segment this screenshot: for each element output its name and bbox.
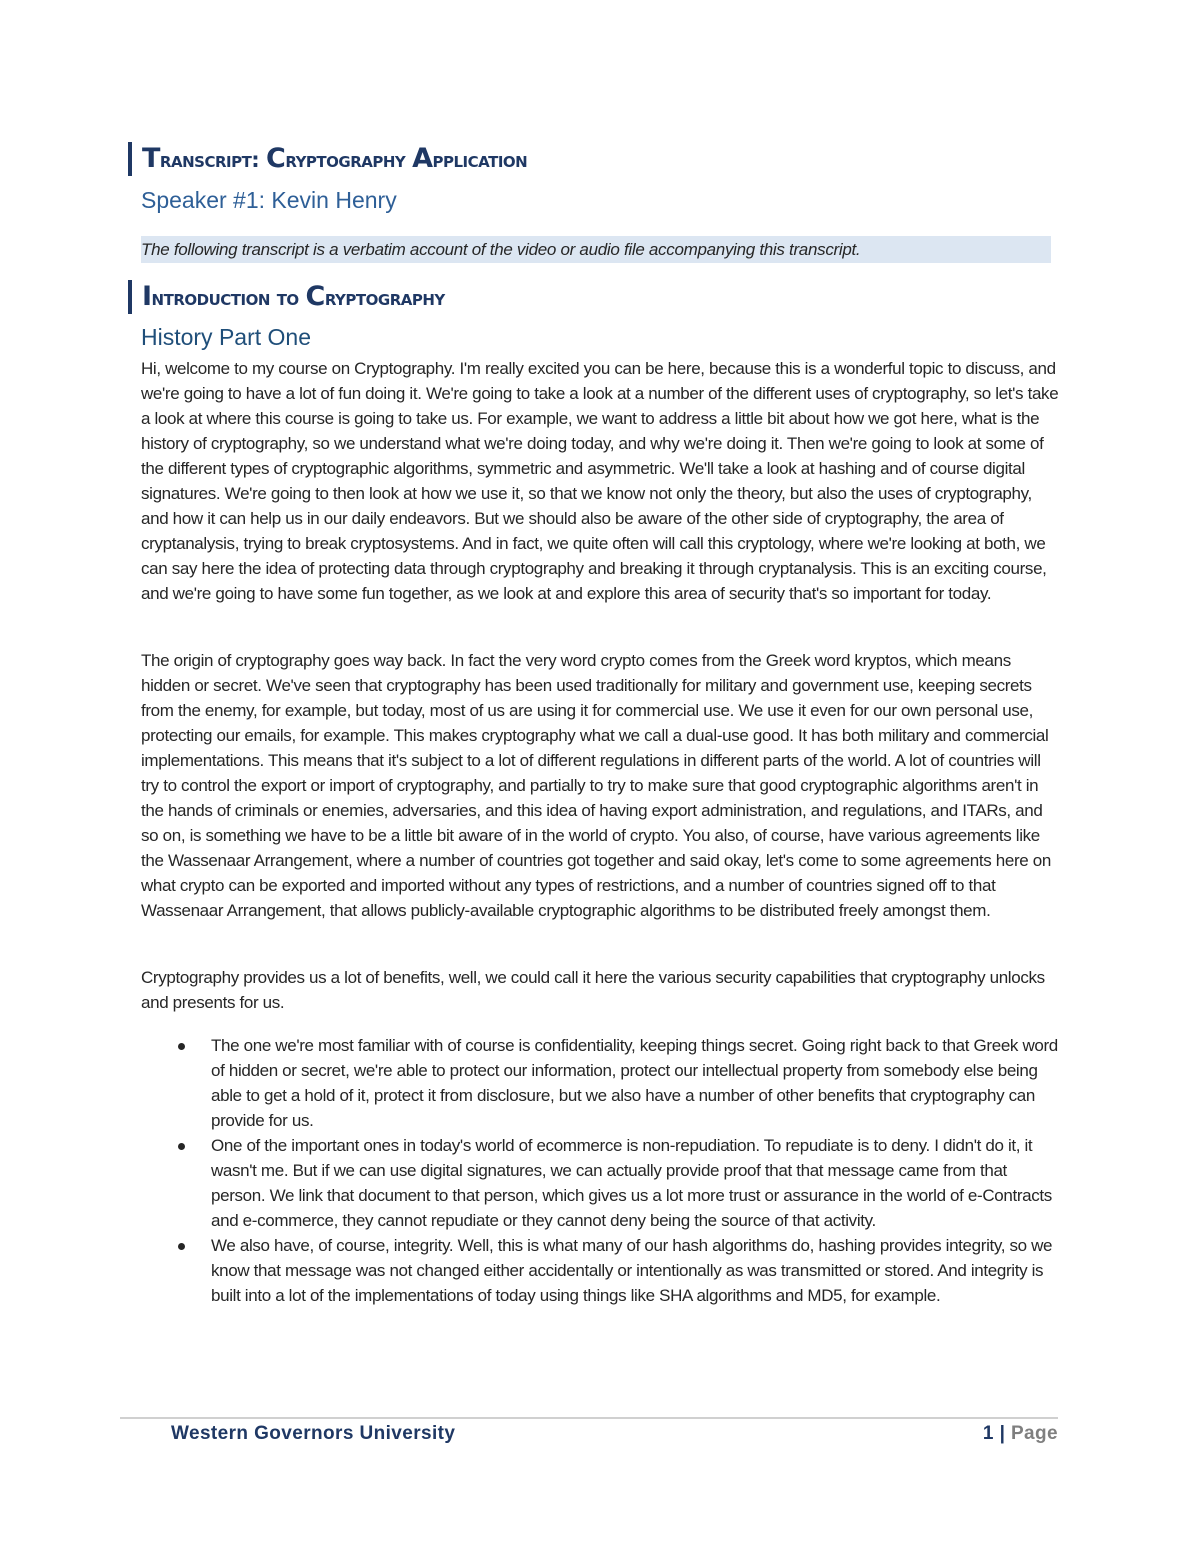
speaker-line: Speaker #1: Kevin Henry bbox=[141, 187, 397, 213]
section-initial-1: I bbox=[142, 281, 152, 312]
paragraph: Cryptography provides us a lot of benefits, well, we could call it here the various security capabilities that cryptography unlocks and presents for us. bbox=[141, 968, 1045, 1012]
title-rest-3: pplication bbox=[432, 148, 528, 172]
list-item-text: We also have, of course, integrity. Well, this is what many of our hash algorithms do, hashing provides integrity, so we know that message was not changed either accidentally or intentionally as was transmitted or stored. And integrity is built into a lot of the implementations of today using things like SHA algorithms and MD5, for example. bbox=[211, 1236, 1053, 1305]
subsection-heading: History Part One bbox=[141, 324, 311, 350]
transcript-disclaimer: The following transcript is a verbatim account of the video or audio file accompanying this transcript. bbox=[141, 236, 1051, 263]
benefits-list bbox=[141, 1033, 1061, 1308]
document-title bbox=[128, 142, 1072, 176]
title-initial-2: C bbox=[266, 143, 286, 174]
list-item bbox=[141, 1133, 1061, 1233]
page-number: 1 bbox=[982, 1423, 994, 1444]
title-initial-3: A bbox=[412, 143, 433, 174]
footer-page-indicator bbox=[983, 1421, 1058, 1447]
bullet-icon bbox=[178, 1043, 185, 1050]
footer-organization: Western Governors University bbox=[171, 1423, 456, 1444]
bullet-icon bbox=[178, 1243, 185, 1250]
section-initial-2: C bbox=[305, 281, 325, 312]
list-item-text: The one we're most familiar with of course is confidentiality, keeping things secret. Going right back to that Greek word of hidden or secret, we're able to protect our information, protect our intellectual property from somebody else being able to get a hold of it, protect it from disclosure, but we also have a number of other benefits that cryptography can provide for us. bbox=[211, 1036, 1058, 1130]
title-rest-1: ranscript: bbox=[159, 148, 267, 172]
title-rest-2: ryptography bbox=[285, 148, 413, 172]
page-label: Page bbox=[1010, 1423, 1058, 1444]
title-initial-1: T bbox=[142, 143, 160, 174]
paragraph: Hi, welcome to my course on Cryptography. I'm really excited you can be here, because this is a wonderful topic to discuss, and we're going to have a lot of fun doing it. We're going to take a look at a number of the different uses of cryptography, so let's take a look at where this course is going to take us. For example, we want to address a little bit about how we got here, what is the history of cryptography, so we understand what we're doing today, and why we're doing it. Then we're going to look at some of the different types of cryptographic algorithms, symmetric and asymmetric. We'll take a look at hashing and of course digital signatures. We're going to then look at how we use it, so that we know not only the theory, but also the uses of cryptography, and how it can help us in our daily endeavors. But we should also be aware of the other side of cryptography, the area of cryptanalysis, trying to break cryptosystems. And in fact, we quite often will call this cryptology, where we're looking at both, we can say here the idea of protecting data through cryptography and breaking it through cryptanalysis. This is an exciting course, and we're going to have some fun together, as we look at and explore this area of security that's so important for today. bbox=[141, 359, 1059, 603]
list-item bbox=[141, 1033, 1061, 1133]
footer-divider bbox=[120, 1417, 1058, 1419]
section-rest-2: ryptography bbox=[324, 286, 445, 310]
page-separator: | bbox=[999, 1423, 1006, 1444]
section-heading bbox=[128, 280, 1072, 314]
section-rest-1: ntroduction to bbox=[151, 286, 306, 310]
list-item-text: One of the important ones in today's world of ecommerce is non-repudiation. To repudiate is to deny. I didn't do it, it wasn't me. But if we can use digital signatures, we can actually provide proof that that message came from that person. We link that document to that person, which gives us a lot more trust or assurance in the world of e-Contracts and e-commerce, they cannot repudiate or they cannot deny being the source of that activity. bbox=[211, 1136, 1052, 1230]
paragraph: The origin of cryptography goes way back. In fact the very word crypto comes from the Greek word kryptos, which means hidden or secret. We've seen that cryptography has been used traditionally for military and government use, keeping secrets from the enemy, for example, but today, most of us are using it for commercial use. We use it even for our own personal use, protecting our emails, for example. This makes cryptography what we call a dual-use good. It has both military and commercial implementations. This means that it's subject to a lot of different regulations in different parts of the world. A lot of countries will try to control the export or import of cryptography, and partially to try to make sure that good cryptographic algorithms aren't in the hands of criminals or enemies, adversaries, and this idea of having export administration, and regulations, and ITARs, and so on, is something we have to be a little bit aware of in the world of crypto. You also, of course, have various agreements like the Wassenaar Arrangement, where a number of countries got together and said okay, let's come to some agreements here on what crypto can be exported and imported without any types of restrictions, and a number of countries signed off to that Wassenaar Arrangement, that allows publicly-available cryptographic algorithms to be distributed freely amongst them. bbox=[141, 651, 1051, 920]
list-item bbox=[141, 1233, 1061, 1308]
bullet-icon bbox=[178, 1143, 185, 1150]
